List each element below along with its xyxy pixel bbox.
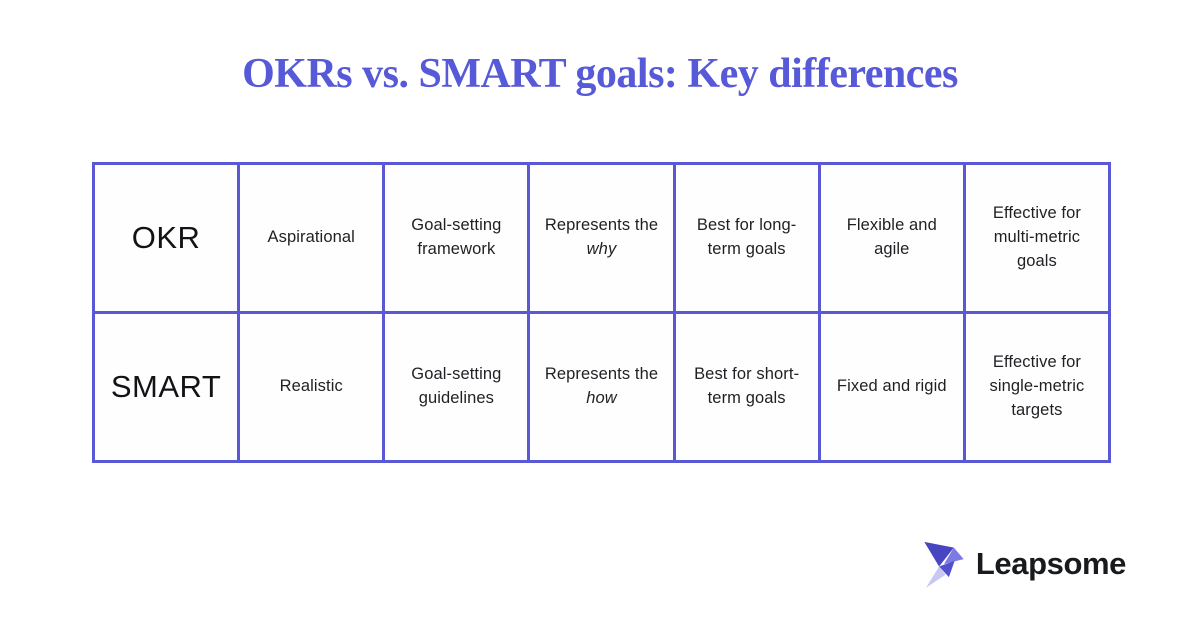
table-cell: Flexible and agile — [819, 164, 964, 313]
leapsome-logo — [921, 538, 1126, 590]
table-row — [94, 313, 1110, 462]
brand-wordmark: Leapsome — [975, 546, 1126, 581]
row-label-okr: OKR — [94, 164, 239, 313]
table-cell: Goal-setting guidelines — [384, 313, 529, 462]
comparison-table — [92, 162, 1111, 463]
comparison-table-body — [94, 164, 1110, 462]
row-label-smart: SMART — [94, 313, 239, 462]
origami-bird-icon — [921, 538, 967, 590]
table-cell: Aspirational — [239, 164, 384, 313]
table-row — [94, 164, 1110, 313]
table-cell: Realistic — [239, 313, 384, 462]
table-cell: Represents the why — [529, 164, 674, 313]
page-title: OKRs vs. SMART goals: Key differences — [242, 51, 958, 97]
table-cell: Best for long-term goals — [674, 164, 819, 313]
table-cell: Effective for single-metric targets — [964, 313, 1109, 462]
table-cell: Goal-setting framework — [384, 164, 529, 313]
table-cell: Fixed and rigid — [819, 313, 964, 462]
table-cell: Effective for multi-metric goals — [964, 164, 1109, 313]
comparison-table-wrap — [92, 162, 1111, 463]
table-cell: Best for short-term goals — [674, 313, 819, 462]
table-cell: Represents the how — [529, 313, 674, 462]
